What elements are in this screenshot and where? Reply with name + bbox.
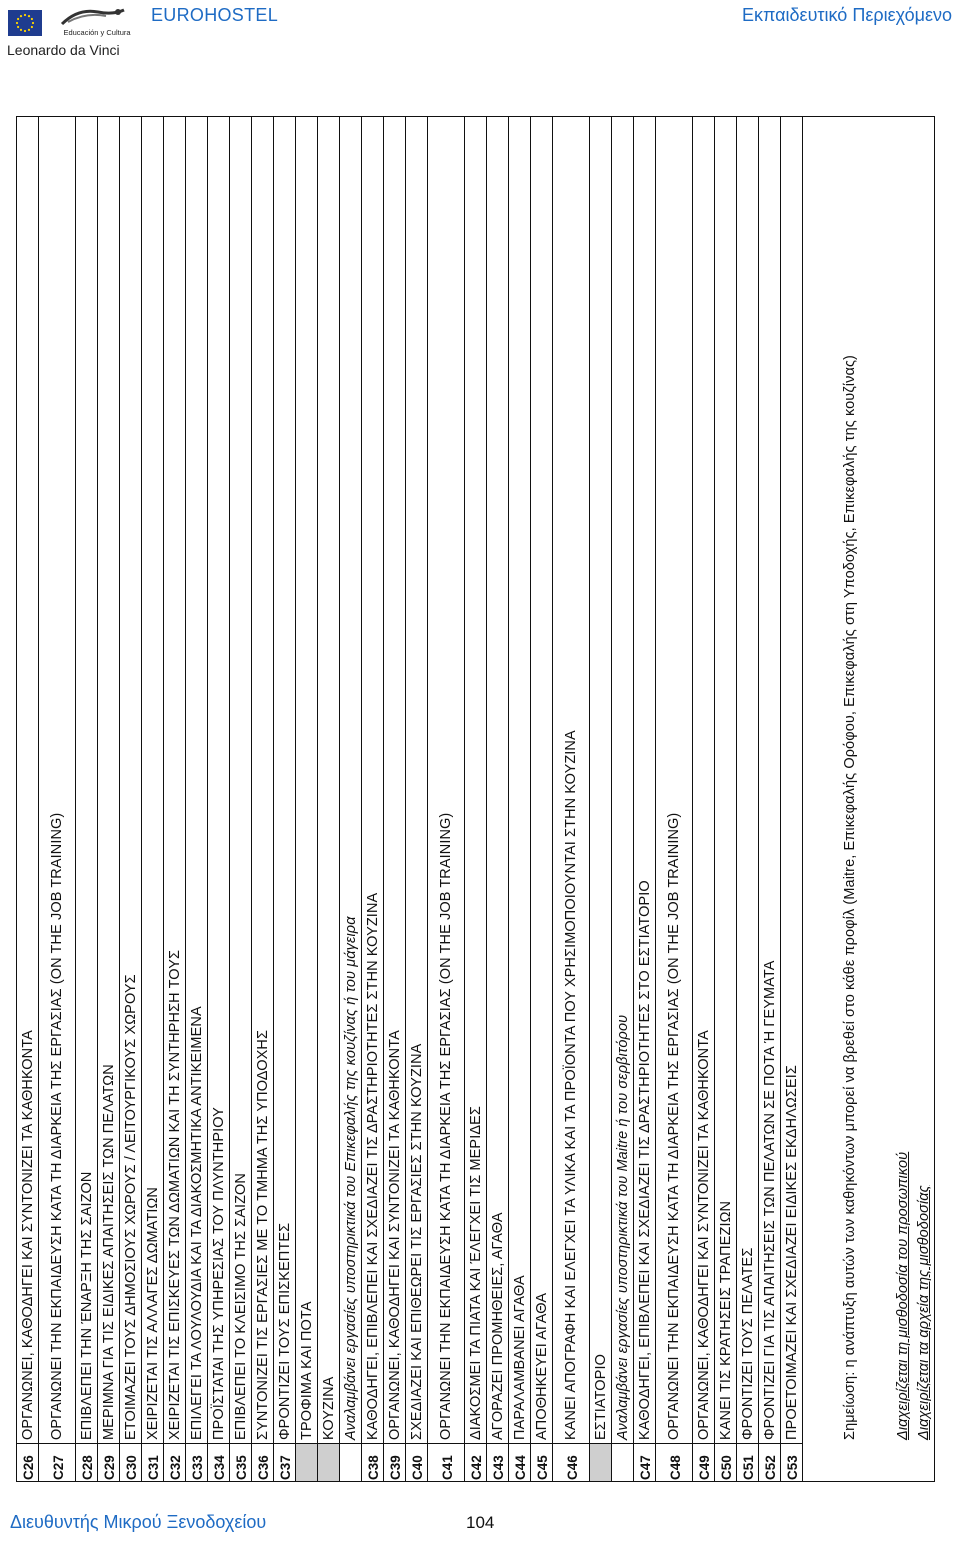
table-row — [252, 117, 274, 1482]
row-description: ΚΟΥΖΙΝΑ — [318, 117, 339, 1443]
row-description: ΔΙΑΚΟΣΜΕΙ ΤΑ ΠΙΑΤΑ ΚΑΙ ΈΛΕΓΧΕΙ ΤΙΣ ΜΕΡΙΔΕΣ — [467, 1106, 484, 1440]
row-description: ΟΡΓΑΝΩΝΕΙ ΤΗΝ ΕΚΠΑΙΔΕΥΣΗ ΚΑΤΑ ΤΗ ΔΙΑΡΚΕΙΑ ΤΗΣ ΕΡΓΑΣΙΑΣ (ON THE JOB TRAINING) — [666, 812, 682, 1440]
table-row — [142, 117, 164, 1482]
table-row — [98, 117, 120, 1482]
duties-table — [17, 117, 935, 1482]
row-code: C43 — [487, 1443, 508, 1482]
row-description: Διαχειρίζεται τα αρχεία της μισθοδοσίας — [916, 1185, 932, 1440]
empty-row — [803, 117, 840, 1482]
page-number: 104 — [466, 1513, 495, 1532]
table-row — [384, 117, 406, 1482]
row-description: ΑΠΟΘΗΚΕΥΕΙ ΑΓΑΘΑ — [533, 1292, 550, 1440]
row-description: ΕΠΙΛΕΓΕΙ ΤΑ ΛΟΥΛΟΥΔΙΑ ΚΑΙ ΤΑ ΔΙΑΚΟΣΜΗΤΙΚΑ ΑΝΤΙΚΕΙΜΕΝΑ — [188, 1006, 205, 1440]
table-row — [737, 117, 759, 1482]
row-code: C30 — [120, 1443, 141, 1482]
row-code: C53 — [781, 1443, 802, 1482]
row-code: C49 — [693, 1443, 714, 1482]
brand-title: EUROHOSTEL — [151, 5, 279, 25]
duties-table-frame — [16, 116, 935, 1482]
row-description: ΣΥΝΤΟΝΙΖΕΙ ΤΙΣ ΕΡΓΑΣΙΕΣ ΜΕ ΤΟ ΤΜΗΜΑ ΤΗΣ ΥΠΟΔΟΧΗΣ — [254, 1029, 271, 1440]
row-code: C42 — [465, 1443, 486, 1482]
row-description: ΚΑΝΕΙ ΑΠΟΓΡΑΦΗ ΚΑΙ ΕΛΕΓΧΕΙ ΤΑ ΥΛΙΚΑ ΚΑΙ ΤΑ ΠΡΟΪΟΝΤΑ ΠΟΥ ΧΡΗΣΙΜΟΠΟΙΟΥΝΤΑΙ ΣΤΗΝ ΚΟΥΖΙΝΑ — [563, 730, 579, 1440]
row-code: C44 — [509, 1443, 530, 1482]
row-code — [296, 1443, 317, 1482]
table-row — [553, 117, 590, 1482]
row-code — [840, 1443, 892, 1482]
row-code: C47 — [634, 1443, 655, 1482]
subsection-note-row — [612, 117, 634, 1482]
row-description: ΟΡΓΑΝΩΝΕΙ, ΚΑΘΟΔΗΓΕΙ ΚΑΙ ΣΥΝΤΟΝΙΖΕΙ ΤΑ ΚΑΘΗΚΟΝΤΑ — [386, 1030, 403, 1440]
row-code: C34 — [208, 1443, 229, 1482]
row-code: C29 — [98, 1443, 119, 1482]
table-row — [531, 117, 553, 1482]
row-description: ΧΕΙΡΙΖΕΤΑΙ ΤΙΣ ΕΠΙΣΚΕΥΕΣ ΤΩΝ ΔΩΜΑΤΙΩΝ ΚΑΙ ΤΗ ΣΥΝΤΗΡΗΣΗ ΤΟΥΣ — [166, 949, 183, 1440]
row-description: ΜΕΡΙΜΝΑ ΓΙΑ ΤΙΣ ΕΙΔΙΚΕΣ ΑΠΑΙΤΗΣΕΙΣ ΤΩΝ ΠΕΛΑΤΩΝ — [100, 1064, 117, 1440]
row-code: C26 — [17, 1443, 38, 1482]
row-description: ΑΓΟΡΑΖΕΙ ΠΡΟΜΗΘΕΙΕΣ, ΑΓΑΘΑ — [489, 1212, 506, 1440]
row-code: C40 — [406, 1443, 427, 1482]
row-code — [803, 1443, 840, 1482]
table-row — [892, 117, 914, 1482]
row-description: ΚΑΘΟΔΗΓΕΙ, ΕΠΙΒΛΕΠΕΙ ΚΑΙ ΣΧΕΔΙΑΖΕΙ ΤΙΣ ΔΡΑΣΤΗΡΙΟΤΗΤΕΣ ΣΤΟ ΕΣΤΙΑΤΟΡΙΟ — [636, 880, 653, 1440]
eu-flag-logo — [8, 10, 42, 36]
table-row — [186, 117, 208, 1482]
ec-logo-text: Educación y Cultura — [63, 28, 131, 37]
row-description: ΟΡΓΑΝΩΝΕΙ ΤΗΝ ΕΚΠΑΙΔΕΥΣΗ ΚΑΤΑ ΤΗ ΔΙΑΡΚΕΙΑ ΤΗΣ ΕΡΓΑΣΙΑΣ (ON THE JOB TRAINING) — [49, 812, 65, 1440]
row-description: ΚΑΘΟΔΗΓΕΙ, ΕΠΙΒΛΕΠΕΙ ΚΑΙ ΣΧΕΔΙΑΖΕΙ ΤΙΣ ΔΡΑΣΤΗΡΙΟΤΗΤΕΣ ΣΤΗΝ ΚΟΥΖΙΝΑ — [364, 892, 381, 1440]
duties-table-body — [17, 117, 935, 1482]
table-row — [208, 117, 230, 1482]
row-code: C38 — [362, 1443, 383, 1482]
footer-title: Διευθυντής Μικρού Ξενοδοχείου — [10, 1512, 267, 1532]
table-row — [17, 117, 39, 1482]
row-code: C28 — [76, 1443, 97, 1482]
row-description — [803, 117, 840, 1443]
row-description: ΠΑΡΑΛΑΜΒΑΝΕΙ ΑΓΑΘΑ — [511, 1275, 528, 1440]
row-code: C41 — [428, 1443, 464, 1482]
row-description: Διαχειρίζεται τη μισθοδοσία του προσωπικού — [895, 1151, 911, 1440]
row-code — [892, 1443, 914, 1482]
table-row — [715, 117, 737, 1482]
row-code: C35 — [230, 1443, 251, 1482]
table-row — [759, 117, 781, 1482]
row-description: ΠΡΟΕΤΟΙΜΑΖΕΙ ΚΑΙ ΣΧΕΔΙΑΖΕΙ ΕΙΔΙΚΕΣ ΕΚΔΗΛΩΣΕΙΣ — [783, 1065, 800, 1440]
row-description: Αναλαμβάνει εργασίες υποστηρικτικά του Maitre ή του σερβιτόρου — [614, 1014, 631, 1440]
section-header-row — [590, 117, 612, 1482]
table-row — [465, 117, 487, 1482]
table-row — [656, 117, 693, 1482]
table-row — [428, 117, 465, 1482]
table-row — [362, 117, 384, 1482]
subsection-note-row — [340, 117, 362, 1482]
table-row — [120, 117, 142, 1482]
table-row — [39, 117, 76, 1482]
table-row — [76, 117, 98, 1482]
row-code: C39 — [384, 1443, 405, 1482]
education-culture-logo — [52, 6, 134, 40]
row-description: ΦΡΟΝΤΙΖΕΙ ΤΟΥΣ ΠΕΛΑΤΕΣ — [739, 1247, 756, 1440]
row-description: ΠΡΟΪΣΤΑΤΑΙ ΤΗΣ ΥΠΗΡΕΣΙΑΣ ΤΟΥ ΠΛΥΝΤΗΡΙΟΥ — [210, 1107, 227, 1440]
table-row — [487, 117, 509, 1482]
row-description: ΣΧΕΔΙΑΖΕΙ ΚΑΙ ΕΠΙΘΕΩΡΕΙ ΤΙΣ ΕΡΓΑΣΙΕΣ ΣΤΗΝ ΚΟΥΖΙΝΑ — [408, 1043, 425, 1440]
table-row — [406, 117, 428, 1482]
row-code: C48 — [656, 1443, 692, 1482]
row-description: ΦΡΟΝΤΙΖΕΙ ΓΙΑ ΤΙΣ ΑΠΑΙΤΗΣΕΙΣ ΤΩΝ ΠΕΛΑΤΩΝ ΣΕ ΠΟΤΑ Ή ΓΕΥΜΑΤΑ — [761, 960, 778, 1440]
row-code — [318, 1443, 339, 1482]
row-code: C50 — [715, 1443, 736, 1482]
row-description: Σημείωση: η ανάπτυξη αυτών των καθηκόντων μπορεί να βρεθεί στο κάθε προφίλ (Maitre, Επικεφαλής Ορόφου, Επικεφαλής στη Υποδοχής, Επικεφαλής της κουζίνας) — [842, 355, 858, 1440]
table-row — [164, 117, 186, 1482]
row-code: C32 — [164, 1443, 185, 1482]
row-description: ΕΤΟΙΜΑΖΕΙ ΤΟΥΣ ΔΗΜΟΣΙΟΥΣ ΧΩΡΟΥΣ / ΛΕΙΤΟΥΡΓΙΚΟΥΣ ΧΩΡΟΥΣ — [122, 974, 139, 1440]
row-code: C27 — [39, 1443, 75, 1482]
section-header-row — [296, 117, 318, 1482]
row-description: ΕΣΤΙΑΤΟΡΙΟ — [590, 117, 611, 1443]
table-row — [781, 117, 803, 1482]
row-description: ΕΠΙΒΛΕΠΕΙ ΤΗΝ ΈΝΑΡΞΗ ΤΗΣ ΣΑΙΖΟΝ — [78, 1171, 95, 1440]
table-row — [914, 117, 935, 1482]
section-header-row — [318, 117, 340, 1482]
row-code: C51 — [737, 1443, 758, 1482]
row-description: ΧΕΙΡΙΖΕΤΑΙ ΤΙΣ ΑΛΛΑΓΕΣ ΔΩΜΑΤΙΩΝ — [144, 1187, 161, 1440]
row-code: C36 — [252, 1443, 273, 1482]
row-description: ΟΡΓΑΝΩΝΕΙ, ΚΑΘΟΔΗΓΕΙ ΚΑΙ ΣΥΝΤΟΝΙΖΕΙ ΤΑ ΚΑΘΗΚΟΝΤΑ — [695, 1030, 712, 1440]
row-description: ΚΑΝΕΙ ΤΙΣ ΚΡΑΤΗΣΕΙΣ ΤΡΑΠΕΖΙΩΝ — [717, 1200, 734, 1440]
row-description: ΕΠΙΒΛΕΠΕΙ ΤΟ ΚΛΕΙΣΙΜΟ ΤΗΣ ΣΑΙΖΟΝ — [232, 1172, 249, 1440]
table-row — [230, 117, 252, 1482]
row-code: C33 — [186, 1443, 207, 1482]
row-description: ΟΡΓΑΝΩΝΕΙ, ΚΑΘΟΔΗΓΕΙ ΚΑΙ ΣΥΝΤΟΝΙΖΕΙ ΤΑ ΚΑΘΗΚΟΝΤΑ — [19, 1030, 36, 1440]
row-code — [612, 1443, 633, 1482]
row-description: ΟΡΓΑΝΩΝΕΙ ΤΗΝ ΕΚΠΑΙΔΕΥΣΗ ΚΑΤΑ ΤΗ ΔΙΑΡΚΕΙΑ ΤΗΣ ΕΡΓΑΣΙΑΣ (ON THE JOB TRAINING) — [438, 812, 454, 1440]
table-row — [274, 117, 296, 1482]
row-code: C45 — [531, 1443, 552, 1482]
row-code: C37 — [274, 1443, 295, 1482]
row-code — [914, 1443, 935, 1482]
table-row — [693, 117, 715, 1482]
row-description: ΤΡΟΦΙΜΑ ΚΑΙ ΠΟΤΑ — [296, 117, 317, 1443]
row-code: C31 — [142, 1443, 163, 1482]
program-name: Leonardo da Vinci — [7, 42, 120, 58]
row-code: C52 — [759, 1443, 780, 1482]
row-code — [590, 1443, 611, 1482]
table-row — [634, 117, 656, 1482]
note-row — [840, 117, 892, 1482]
row-code: C46 — [553, 1443, 589, 1482]
row-code — [340, 1443, 361, 1482]
row-description: ΦΡΟΝΤΙΖΕΙ ΤΟΥΣ ΕΠΙΣΚΕΠΤΕΣ — [276, 1222, 293, 1440]
section-title: Εκπαιδευτικό Περιεχόμενο — [741, 5, 952, 25]
table-row — [509, 117, 531, 1482]
row-description: Αναλαμβάνει εργασίες υποστηρικτικά του Επικεφαλής της κουζίνας ή του μάγειρα — [342, 916, 359, 1440]
